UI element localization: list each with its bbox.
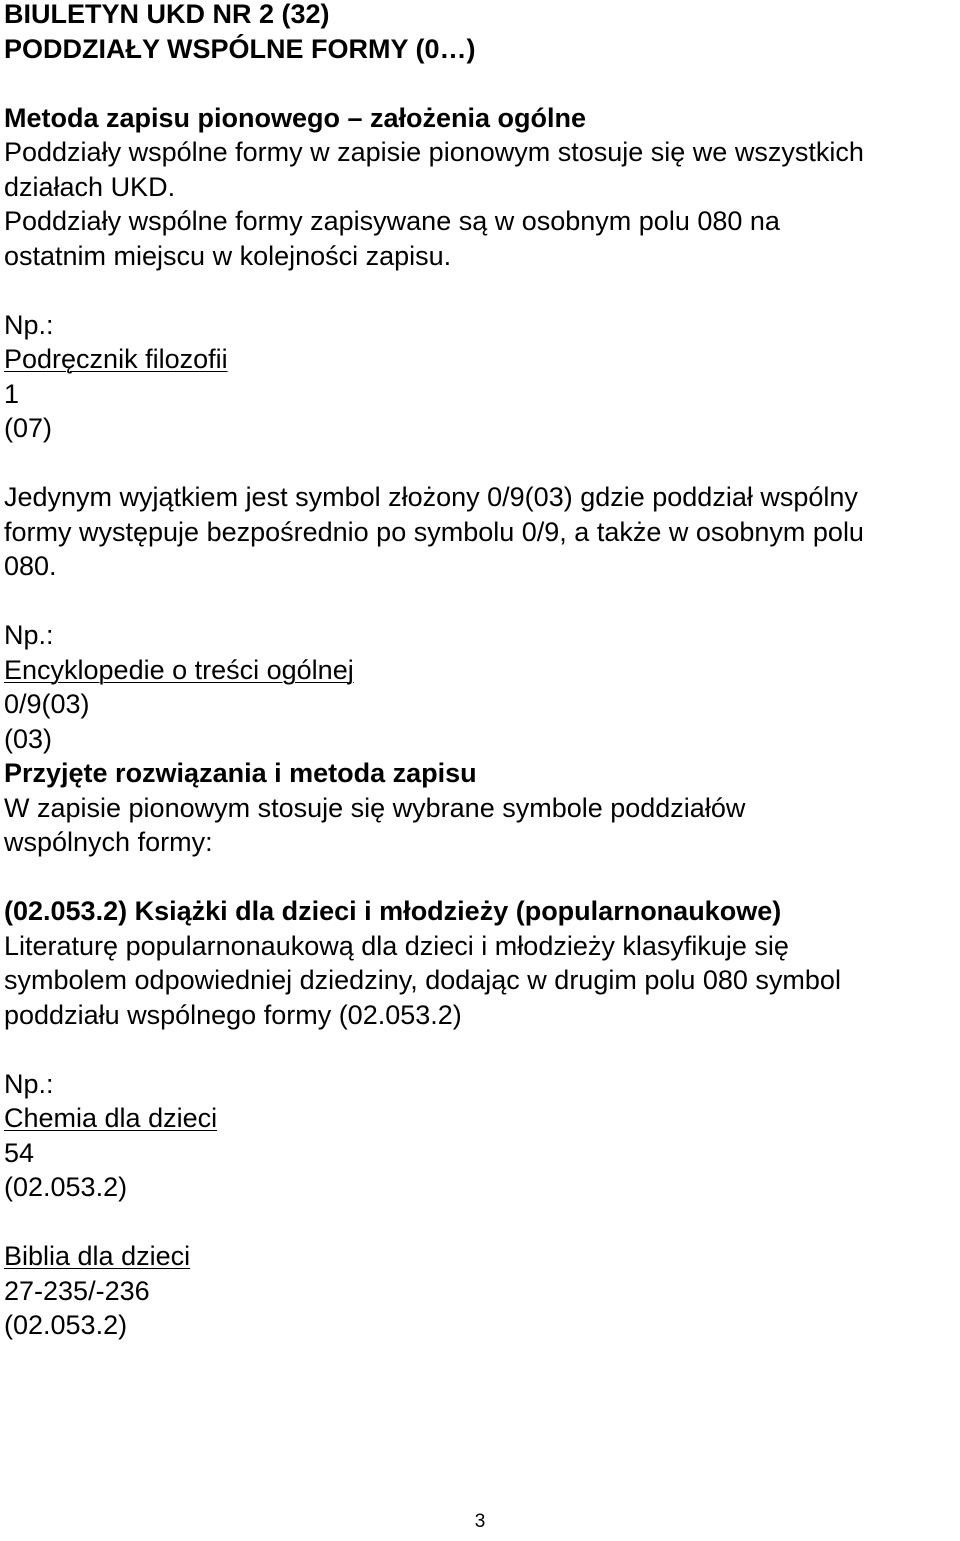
paragraph-line: wspólnych formy:	[4, 827, 213, 857]
example-label: Np.:	[4, 620, 54, 650]
paragraph-line: Jedynym wyjątkiem jest symbol złożony 0/9(03) gdzie poddział wspólny	[4, 482, 858, 512]
spacer	[4, 860, 956, 895]
bulletin-title: BIULETYN UKD NR 2 (32)	[4, 0, 330, 29]
paragraph-line: Poddziały wspólne formy zapisywane są w osobnym polu 080 na	[4, 206, 780, 236]
example-field: (02.053.2)	[4, 1310, 128, 1340]
spacer	[4, 446, 956, 481]
spacer	[4, 584, 956, 619]
example-field: 0/9(03)	[4, 689, 90, 719]
example-title: Encyklopedie o treści ogólnej	[4, 654, 354, 685]
example-label: Np.:	[4, 309, 54, 340]
paragraph-line: 080.	[4, 551, 57, 581]
section-heading: Przyjęte rozwiązania i metoda zapisu	[4, 758, 477, 788]
paragraph-line: formy występuje bezpośrednio po symbolu 0/9, a także w osobnym polu	[4, 516, 864, 547]
paragraph-line: działach UKD.	[4, 171, 176, 202]
spacer	[4, 1205, 956, 1240]
example-title: Chemia dla dzieci	[4, 1103, 218, 1133]
section-heading: Metoda zapisu pionowego – założenia ogólne	[4, 102, 587, 133]
paragraph-line: Poddziały wspólne formy w zapisie pionowym stosuje się we wszystkich	[4, 137, 864, 167]
example-title: Biblia dla dzieci	[4, 1241, 191, 1271]
spacer	[4, 1032, 956, 1067]
paragraph-line: ostatnim miejscu w kolejności zapisu.	[4, 240, 452, 271]
paragraph-line: symbolem odpowiedniej dziedziny, dodając w drugim polu 080 symbol	[4, 965, 841, 995]
example-label: Np.:	[4, 1068, 54, 1099]
example-field: 1	[4, 378, 20, 409]
paragraph-line: poddziału wspólnego formy (02.053.2)	[4, 999, 462, 1030]
example-title: Podręcznik filozofii	[4, 344, 228, 374]
example-field: 27-235/-236	[4, 1275, 150, 1306]
example-field: (07)	[4, 413, 53, 443]
example-field: 54	[4, 1137, 35, 1168]
paragraph-line: W zapisie pionowym stosuje się wybrane symbole poddziałów	[4, 792, 746, 823]
section-heading: (02.053.2) Książki dla dzieci i młodzieży (popularnonaukowe)	[4, 896, 782, 926]
document-body	[4, 0, 956, 1343]
spacer	[4, 66, 956, 101]
bulletin-subtitle: PODDZIAŁY WSPÓLNE FORMY (0…)	[4, 33, 476, 64]
spacer	[4, 273, 956, 308]
page-number: 3	[474, 1511, 486, 1532]
paragraph-line: Literaturę popularnonaukową dla dzieci i młodzieży klasyfikuje się	[4, 930, 789, 961]
example-field: (02.053.2)	[4, 1172, 128, 1202]
example-field: (03)	[4, 723, 53, 754]
